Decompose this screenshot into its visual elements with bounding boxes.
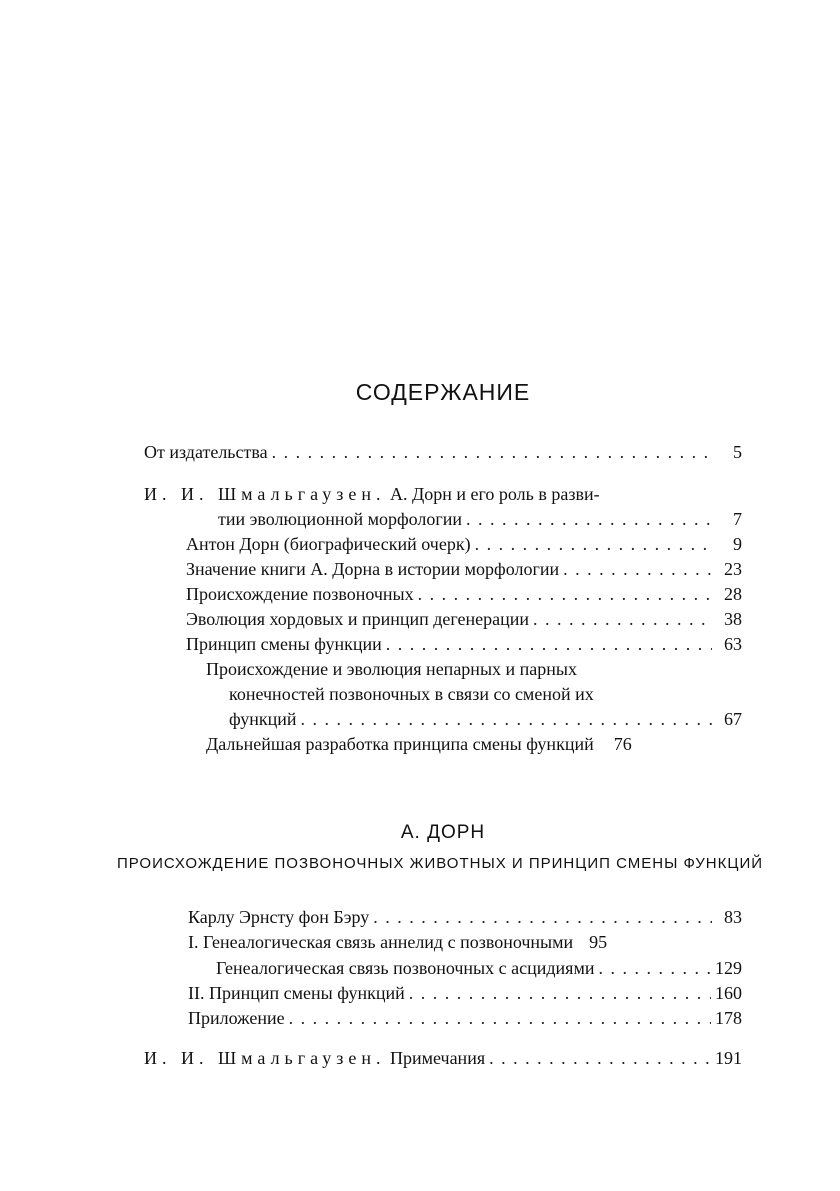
dot-leader xyxy=(418,582,712,606)
toc-page-number: 9 xyxy=(733,534,742,554)
toc-page-number: 23 xyxy=(724,559,742,579)
dot-leader xyxy=(301,707,713,731)
toc-entry[interactable] xyxy=(186,557,742,581)
toc-entry-text: Антон Дорн (биографический очерк) xyxy=(186,534,471,554)
toc-page-number: 67 xyxy=(724,709,742,729)
toc-page-number: 76 xyxy=(613,734,632,754)
toc-entry-text: I. Генеалогическая связь аннелид с позвоночными xyxy=(188,932,574,952)
toc-entry-text: Происхождение позвоночных xyxy=(186,584,414,604)
toc-entry-essay-line1[interactable] xyxy=(144,482,600,506)
toc-entry-text: Дальнейшая разработка принципа смены функций xyxy=(206,734,594,754)
toc-page-number: 129 xyxy=(715,958,742,978)
part-author: А. ДОРН xyxy=(400,822,486,843)
dot-leader xyxy=(563,557,712,581)
toc-entry-text: Карлу Эрнсту фон Бэру xyxy=(188,907,370,927)
dot-leader xyxy=(373,905,712,929)
toc-page-number: 191 xyxy=(715,1048,742,1068)
toc-entry-notes[interactable] xyxy=(144,1046,742,1070)
toc-page-number: 160 xyxy=(715,983,742,1003)
part-book-title: ПРОИСХОЖДЕНИЕ ПОЗВОНОЧНЫХ ЖИВОТНЫХ И ПРИНЦИП СМЕНЫ ФУНКЦИЙ xyxy=(116,855,764,872)
toc-sub-line1[interactable]: Происхождение и эволюция непарных и парных xyxy=(206,659,578,679)
toc-entry-text: Эволюция хордовых и принцип дегенерации xyxy=(186,609,530,629)
toc-entry[interactable] xyxy=(186,532,742,556)
essay-title-line1: А. Дорн и его роль в разви- xyxy=(389,484,600,504)
toc-page-number: 83 xyxy=(724,907,742,927)
toc-entry[interactable] xyxy=(188,930,742,954)
toc-page-number: 178 xyxy=(715,1008,742,1028)
essay-author: И. И. Шмальгаузен. xyxy=(144,484,386,504)
notes-author: И. И. Шмальгаузен. xyxy=(144,1048,386,1068)
toc-entry-text xyxy=(144,1046,485,1070)
dot-leader xyxy=(475,532,712,556)
toc-entry-text: Приложение xyxy=(188,1008,285,1028)
toc-entry[interactable] xyxy=(188,905,742,929)
toc-entry-text: Значение книги А. Дорна в истории морфологии xyxy=(186,559,560,579)
toc-entry[interactable] xyxy=(188,1006,742,1030)
toc-page-number: 7 xyxy=(733,509,742,529)
toc-page-number: 28 xyxy=(724,584,742,604)
dot-leader xyxy=(489,1046,711,1070)
toc-entry-text: Генеалогическая связь позвоночных с асцидиями xyxy=(216,958,595,978)
toc-entry[interactable] xyxy=(216,956,742,980)
toc-entry[interactable] xyxy=(186,582,742,606)
toc-entry-publisher[interactable] xyxy=(144,440,742,464)
page-title: СОДЕРЖАНИЕ xyxy=(355,379,531,405)
dot-leader xyxy=(533,607,712,631)
toc-entry-text: функций xyxy=(229,709,297,729)
dot-leader xyxy=(272,440,712,464)
toc-entry[interactable] xyxy=(229,707,742,731)
toc-page-number: 38 xyxy=(724,609,742,629)
dot-leader xyxy=(466,507,712,531)
toc-entry-text: От издательства xyxy=(144,442,268,462)
toc-entry-essay-line2[interactable] xyxy=(218,507,742,531)
toc-entry[interactable] xyxy=(206,732,742,756)
toc-entry[interactable] xyxy=(186,632,742,656)
toc-page-number: 63 xyxy=(724,634,742,654)
toc-entry-text: II. Принцип смены функций xyxy=(188,983,405,1003)
toc-entry[interactable] xyxy=(186,607,742,631)
dot-leader xyxy=(598,956,711,980)
toc-entry[interactable] xyxy=(188,981,742,1005)
toc-entry-text: Принцип смены функции xyxy=(186,634,382,654)
dot-leader xyxy=(386,632,712,656)
essay-title-line2: тии эволюционной морфологии xyxy=(218,509,463,529)
toc-page-number: 5 xyxy=(733,442,742,462)
dot-leader xyxy=(409,981,711,1005)
dot-leader xyxy=(289,1006,711,1030)
notes-title: Примечания xyxy=(389,1048,486,1068)
toc-page-number: 95 xyxy=(589,932,608,952)
toc-sub-line2[interactable]: конечностей позвоночных в связи со сменой их xyxy=(229,684,594,704)
